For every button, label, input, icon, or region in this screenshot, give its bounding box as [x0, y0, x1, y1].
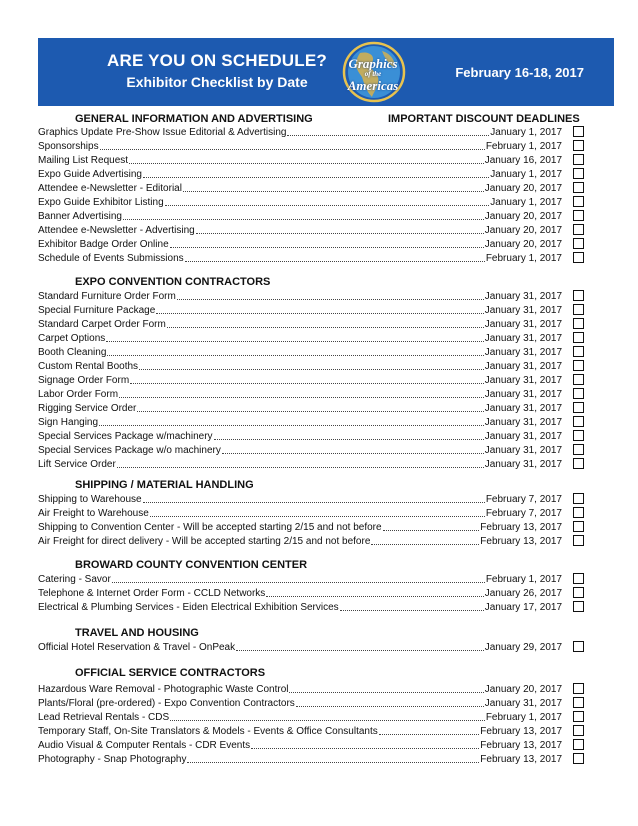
dot-leader: [379, 725, 480, 735]
checklist-checkbox[interactable]: [573, 332, 584, 343]
item-deadline: January 31, 2017: [484, 459, 562, 470]
dot-leader: [107, 346, 483, 356]
item-label: Plants/Floral (pre-ordered) - Expo Convention Contractors: [38, 698, 295, 709]
checklist-checkbox[interactable]: [573, 521, 584, 532]
item-label: Carpet Options: [38, 333, 106, 344]
header-banner: [38, 38, 614, 106]
dot-leader: [119, 388, 484, 398]
checklist-row: [38, 416, 562, 430]
checklist-checkbox[interactable]: [573, 573, 584, 584]
checklist-checkbox[interactable]: [573, 224, 584, 235]
item-label: Schedule of Events Submissions: [38, 253, 184, 264]
item-label: Labor Order Form: [38, 389, 119, 400]
dot-leader: [137, 402, 483, 412]
checklist-checkbox[interactable]: [573, 641, 584, 652]
checklist-row: [38, 753, 562, 767]
checklist-row: [38, 332, 562, 346]
checklist-row: [38, 210, 562, 224]
dot-leader: [185, 252, 485, 262]
item-deadline: February 1, 2017: [485, 712, 562, 723]
item-deadline: February 13, 2017: [480, 536, 562, 547]
page-title: ARE YOU ON SCHEDULE?: [107, 51, 327, 70]
item-label: Official Hotel Reservation & Travel - OnPeak: [38, 642, 236, 653]
dot-leader: [187, 753, 479, 763]
item-label: Banner Advertising: [38, 211, 122, 222]
checklist-row: [38, 182, 562, 196]
item-label: Air Freight for direct delivery - Will be accepted starting 2/15 and not before: [38, 536, 371, 547]
section-title-discount-deadlines: IMPORTANT DISCOUNT DEADLINES: [388, 113, 580, 125]
checklist-row: [38, 224, 562, 238]
dot-leader: [289, 683, 483, 693]
checklist-row: [38, 304, 562, 318]
checklist-checkbox[interactable]: [573, 360, 584, 371]
checklist-row: [38, 290, 562, 304]
item-label: Signage Order Form: [38, 375, 130, 386]
checklist-checkbox[interactable]: [573, 318, 584, 329]
item-label: Standard Carpet Order Form: [38, 319, 166, 330]
item-label: Air Freight to Warehouse: [38, 508, 149, 519]
dot-leader: [106, 332, 483, 342]
checklist-row: [38, 140, 562, 154]
checklist-row: [38, 318, 562, 332]
item-deadline: January 31, 2017: [484, 375, 562, 386]
checklist-row: [38, 346, 562, 360]
dot-leader: [130, 374, 484, 384]
checklist-checkbox[interactable]: [573, 238, 584, 249]
checklist-checkbox[interactable]: [573, 444, 584, 455]
dot-leader: [222, 444, 484, 454]
item-deadline: January 16, 2017: [484, 155, 562, 166]
logo-text-graphics: Graphics: [348, 56, 398, 71]
item-deadline: January 20, 2017: [484, 211, 562, 222]
dot-leader: [371, 535, 479, 545]
dot-leader: [214, 430, 484, 440]
item-deadline: January 31, 2017: [484, 445, 562, 456]
checklist-row: [38, 641, 562, 655]
checklist-row: [38, 739, 562, 753]
item-label: Lead Retrieval Rentals - CDS: [38, 712, 170, 723]
checklist-row: [38, 238, 562, 252]
checklist-checkbox[interactable]: [573, 196, 584, 207]
item-label: Expo Guide Advertising: [38, 169, 142, 180]
checklist-row: [38, 374, 562, 388]
item-deadline: February 1, 2017: [485, 253, 562, 264]
dot-leader: [170, 238, 484, 248]
dot-leader: [236, 641, 484, 651]
dot-leader: [165, 196, 490, 206]
dot-leader: [100, 140, 485, 150]
checklist-checkbox[interactable]: [573, 683, 584, 694]
checklist-checkbox[interactable]: [573, 458, 584, 469]
checklist-row: [38, 196, 562, 210]
checklist-row: [38, 458, 562, 472]
item-label: Photography - Snap Photography: [38, 754, 187, 765]
dot-leader: [129, 154, 484, 164]
checklist-row: [38, 252, 562, 266]
checklist-checkbox[interactable]: [573, 493, 584, 504]
checklist-checkbox[interactable]: [573, 290, 584, 301]
item-deadline: January 31, 2017: [484, 347, 562, 358]
dot-leader: [177, 290, 484, 300]
checklist-row: [38, 507, 562, 521]
graphics-of-the-americas-logo: [342, 41, 406, 103]
checklist-row: [38, 573, 562, 587]
checklist-row: [38, 388, 562, 402]
dot-leader: [183, 182, 484, 192]
dot-leader: [143, 168, 489, 178]
item-label: Booth Cleaning: [38, 347, 107, 358]
item-deadline: January 20, 2017: [484, 684, 562, 695]
item-deadline: January 31, 2017: [484, 417, 562, 428]
item-deadline: January 26, 2017: [484, 588, 562, 599]
dot-leader: [170, 711, 485, 721]
item-label: Telephone & Internet Order Form - CCLD Networks: [38, 588, 266, 599]
item-label: Lift Service Order: [38, 459, 116, 470]
item-label: Audio Visual & Computer Rentals - CDR Events: [38, 740, 251, 751]
item-deadline: January 31, 2017: [484, 305, 562, 316]
checklist-row: [38, 493, 562, 507]
dot-leader: [251, 739, 479, 749]
checklist-row: [38, 402, 562, 416]
checklist-checkbox[interactable]: [573, 402, 584, 413]
dot-leader: [196, 224, 484, 234]
dot-leader: [99, 416, 484, 426]
dot-leader: [156, 304, 483, 314]
dot-leader: [383, 521, 480, 531]
checklist-checkbox[interactable]: [573, 388, 584, 399]
checklist-checkbox[interactable]: [573, 304, 584, 315]
dot-leader: [112, 573, 485, 583]
checklist-checkbox[interactable]: [573, 140, 584, 151]
item-label: Mailing List Request: [38, 155, 129, 166]
dot-leader: [296, 697, 484, 707]
section-title-broward-county: BROWARD COUNTY CONVENTION CENTER: [75, 559, 308, 571]
checklist-checkbox[interactable]: [573, 711, 584, 722]
checklist-checkbox[interactable]: [573, 739, 584, 750]
item-deadline: January 20, 2017: [484, 239, 562, 250]
checklist-checkbox[interactable]: [573, 601, 584, 612]
checklist-row: [38, 535, 562, 549]
checklist-checkbox[interactable]: [573, 587, 584, 598]
item-deadline: January 20, 2017: [484, 225, 562, 236]
item-deadline: January 31, 2017: [484, 291, 562, 302]
section-title-official-service-contractors: OFFICIAL SERVICE CONTRACTORS: [75, 667, 266, 679]
item-label: Sign Hanging: [38, 417, 99, 428]
item-deadline: January 31, 2017: [484, 361, 562, 372]
checklist-checkbox[interactable]: [573, 168, 584, 179]
item-label: Hazardous Ware Removal - Photographic Waste Control: [38, 684, 289, 695]
item-deadline: January 1, 2017: [490, 197, 562, 208]
item-deadline: January 20, 2017: [484, 183, 562, 194]
item-deadline: January 29, 2017: [484, 642, 562, 653]
checklist-row: [38, 154, 562, 168]
dot-leader: [150, 507, 485, 517]
section-title-expo-convention-contractors: EXPO CONVENTION CONTRACTORS: [75, 276, 271, 288]
item-label: Standard Furniture Order Form: [38, 291, 176, 302]
item-deadline: February 1, 2017: [485, 141, 562, 152]
item-deadline: February 13, 2017: [480, 754, 562, 765]
item-label: Temporary Staff, On-Site Translators & Models - Events & Office Consultants: [38, 726, 378, 737]
dot-leader: [266, 587, 483, 597]
item-label: Graphics Update Pre-Show Issue Editorial & Advertising: [38, 127, 287, 138]
checklist-checkbox[interactable]: [573, 725, 584, 736]
item-deadline: January 31, 2017: [484, 698, 562, 709]
item-label: Shipping to Convention Center - Will be accepted starting 2/15 and not before: [38, 522, 382, 533]
item-label: Shipping to Warehouse: [38, 494, 142, 505]
dot-leader: [139, 360, 484, 370]
logo-text-americas: Americas: [347, 78, 399, 93]
logo-text-of-the: of the: [364, 70, 382, 78]
item-deadline: February 7, 2017: [485, 508, 562, 519]
checklist-row: [38, 587, 562, 601]
item-label: Rigging Service Order: [38, 403, 137, 414]
checklist-row: [38, 601, 562, 615]
checklist-row: [38, 697, 562, 711]
checklist-checkbox[interactable]: [573, 697, 584, 708]
checklist-row: [38, 360, 562, 374]
event-dates: February 16-18, 2017: [455, 65, 584, 80]
item-deadline: January 1, 2017: [490, 169, 562, 180]
section-title-shipping: SHIPPING / MATERIAL HANDLING: [75, 479, 254, 491]
item-label: Electrical & Plumbing Services - Eiden Electrical Exhibition Services: [38, 602, 339, 613]
item-label: Special Furniture Package: [38, 305, 156, 316]
checklist-checkbox[interactable]: [573, 210, 584, 221]
item-deadline: February 13, 2017: [480, 740, 562, 751]
checklist-checkbox[interactable]: [573, 507, 584, 518]
item-deadline: February 13, 2017: [480, 726, 562, 737]
checklist-row: [38, 683, 562, 697]
checklist-row: [38, 521, 562, 535]
item-label: Exhibitor Badge Order Online: [38, 239, 169, 250]
item-deadline: February 13, 2017: [480, 522, 562, 533]
checklist-row: [38, 444, 562, 458]
item-deadline: January 31, 2017: [484, 389, 562, 400]
item-label: Sponsorships: [38, 141, 99, 152]
checklist-checkbox[interactable]: [573, 535, 584, 546]
dot-leader: [287, 126, 489, 136]
checklist-checkbox[interactable]: [573, 346, 584, 357]
item-deadline: January 1, 2017: [490, 127, 562, 138]
item-label: Catering - Savor: [38, 574, 111, 585]
dot-leader: [167, 318, 484, 328]
item-deadline: January 17, 2017: [484, 602, 562, 613]
checklist-checkbox[interactable]: [573, 416, 584, 427]
checklist-checkbox[interactable]: [573, 430, 584, 441]
item-deadline: January 31, 2017: [484, 333, 562, 344]
item-deadline: February 1, 2017: [485, 574, 562, 585]
checklist-row: [38, 430, 562, 444]
dot-leader: [123, 210, 484, 220]
page-subtitle: Exhibitor Checklist by Date: [126, 74, 308, 90]
checklist-checkbox[interactable]: [573, 182, 584, 193]
item-label: Special Services Package w/machinery: [38, 431, 213, 442]
item-label: Expo Guide Exhibitor Listing: [38, 197, 164, 208]
item-label: Custom Rental Booths: [38, 361, 139, 372]
item-deadline: February 7, 2017: [485, 494, 562, 505]
section-title-travel-housing: TRAVEL AND HOUSING: [75, 627, 199, 639]
checklist-row: [38, 168, 562, 182]
checklist-row: [38, 711, 562, 725]
checklist-checkbox[interactable]: [573, 252, 584, 263]
section-title-general-information: GENERAL INFORMATION AND ADVERTISING: [75, 113, 313, 125]
checklist-checkbox[interactable]: [573, 374, 584, 385]
checklist-checkbox[interactable]: [573, 126, 584, 137]
item-deadline: January 31, 2017: [484, 319, 562, 330]
item-deadline: January 31, 2017: [484, 403, 562, 414]
dot-leader: [143, 493, 485, 503]
item-deadline: January 31, 2017: [484, 431, 562, 442]
checklist-checkbox[interactable]: [573, 753, 584, 764]
checklist-checkbox[interactable]: [573, 154, 584, 165]
item-label: Attendee e-Newsletter - Editorial: [38, 183, 182, 194]
checklist-row: [38, 126, 562, 140]
dot-leader: [117, 458, 484, 468]
checklist-row: [38, 725, 562, 739]
item-label: Special Services Package w/o machinery: [38, 445, 221, 456]
item-label: Attendee e-Newsletter - Advertising: [38, 225, 195, 236]
dot-leader: [340, 601, 484, 611]
